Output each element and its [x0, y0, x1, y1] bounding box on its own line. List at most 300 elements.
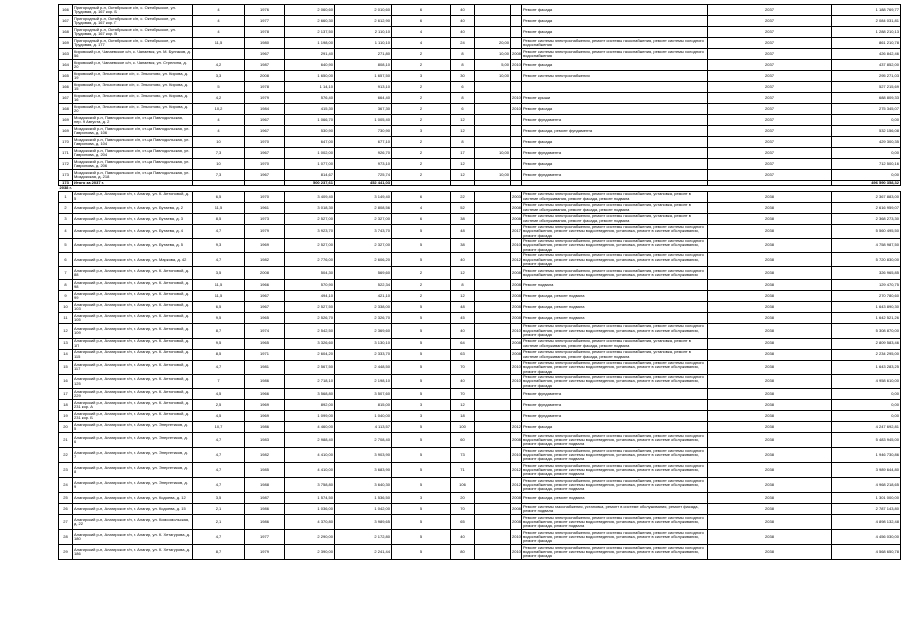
cell-col-4: 1974 — [245, 324, 285, 338]
cell-col-5: 1 14,10 — [285, 82, 335, 93]
cell-col-12: 2038 — [708, 515, 832, 530]
cell-col-4: 1979 — [245, 224, 285, 238]
table-row — [59, 374, 901, 388]
cell-col-6: 2 198,10 — [335, 374, 392, 388]
cell-col-4: 1967 — [245, 291, 285, 302]
cell-col-11: Ремонт фасада, ремонт подвала — [522, 302, 708, 313]
table-row — [59, 530, 901, 545]
cell-col-9: 10,00 — [475, 170, 511, 181]
cell-col-4: 1961 — [245, 202, 285, 213]
cell-col-10: 2008 — [511, 291, 522, 302]
cell-col-8: 40 — [451, 16, 475, 27]
cell-col-13: 2 787 143,80 — [832, 504, 901, 515]
cell-col-7: 2 — [392, 267, 451, 280]
cell-col-7: 5 — [392, 478, 451, 493]
cell-col-5: 530,90 — [285, 126, 335, 137]
cell-col-2: Алагирский р-н, Алагирское г/п, г. Алагир, ул. Энергетиков, д. 5 — [73, 422, 193, 433]
cell-col-4: 1978 — [245, 27, 285, 38]
cell-col-5: 2 527,00 — [285, 239, 335, 253]
cell-col-1: 166 — [59, 5, 73, 16]
cell-col-6: 3 149,40 — [335, 191, 392, 202]
cell-col-1: 11 — [59, 313, 73, 324]
cell-col-5: 3 018,30 — [285, 202, 335, 213]
cell-col-5: 2 527,00 — [285, 213, 335, 224]
cell-col-8: 40 — [451, 253, 475, 267]
cell-col-13: 0,00 — [832, 389, 901, 400]
cell-col-10 — [511, 137, 522, 148]
cell-col-12: 2038 — [708, 313, 832, 324]
cell-col-6: 367,30 — [335, 104, 392, 115]
cell-col-2: Алагирский р-н, Алагирское г/п, г. Алагир, ул. К. Хетагурова, д. 180 — [73, 530, 193, 545]
cell-col-13: 861 210,78 — [832, 38, 901, 49]
cell-col-13: 4 568 650,78 — [832, 545, 901, 560]
cell-col-8: 8 — [451, 49, 475, 60]
cell-col-3: 3,5 — [193, 267, 245, 280]
cell-col-10: 2008 — [511, 280, 522, 291]
cell-col-1: 24 — [59, 478, 73, 493]
cell-col-12: 2037 — [708, 71, 832, 82]
cell-col-6: 271,80 — [335, 49, 392, 60]
cell-col-9 — [475, 463, 511, 478]
cell-col-7: 2 — [392, 148, 451, 159]
cell-col-9: 10,00 — [475, 49, 511, 60]
cell-col-11: Ремонт системы газоснабжения, установка, ремонт в системе обслуживания, ремонт фасада, ремонт подвала — [522, 504, 708, 515]
cell-col-8: 12 — [451, 291, 475, 302]
cell-col-4: 1969 — [245, 239, 285, 253]
cell-col-2: Алагирский р-н, Алагирское г/п, г. Алагир, ул. К. Антоновой, д. 231 кор. Б — [73, 411, 193, 422]
cell-col-6: 1 536,50 — [335, 493, 392, 504]
cell-col-13: 1 946 730,86 — [832, 448, 901, 463]
cell-col-4: 1982 — [245, 253, 285, 267]
cell-col-6: 2 241,44 — [335, 545, 392, 560]
cell-col-2: Алагирский р-н, Алагирское г/п, г. Алагир, ул. Бутаева, д. 2 — [73, 202, 193, 213]
cell-col-12: 2038 — [708, 349, 832, 360]
cell-col-2: Алагирский р-н, Алагирское г/п, г. Алагир, ул. К. Антоновой, д. 125 — [73, 374, 193, 388]
cell-col-12: 2038 — [708, 389, 832, 400]
cell-col-3: 4,7 — [193, 463, 245, 478]
cell-col-12: 2038 — [708, 239, 832, 253]
cell-col-12: 2038 — [708, 433, 832, 448]
table-row — [59, 60, 901, 71]
cell-col-4: 1983 — [245, 433, 285, 448]
cell-col-8: 45 — [451, 313, 475, 324]
cell-col-4: 1976 — [245, 5, 285, 16]
cell-col-4: 1988 — [245, 478, 285, 493]
cell-col-11: Ремонт системы электроснабжения, ремонт системы газоснабжения, ремонт системы холодного водоснабжения, ремонт системы водоотведения, установка, ремонт в системе обслуживания, ремонт фасада — [522, 545, 708, 560]
cell-col-6: 2 010,60 — [335, 5, 392, 16]
cell-col-1: 168 — [59, 27, 73, 38]
cell-col-1: 2 — [59, 202, 73, 213]
cell-col-10: 2008 — [511, 302, 522, 313]
cell-col-6: 522,34 — [335, 280, 392, 291]
cell-col-3: 9,3 — [193, 239, 245, 253]
cell-col-13: 0,00 — [832, 411, 901, 422]
cell-col-9 — [475, 159, 511, 170]
cell-col-8: 12 — [451, 170, 475, 181]
cell-col-6: 2 110,10 — [335, 27, 392, 38]
cell-col-9: 10,00 — [475, 148, 511, 159]
cell-col-4: 1973 — [245, 213, 285, 224]
cell-col-2: Алагирский р-н, Алагирское г/п, г. Алагир, ул. К. Антоновой, д. 109 — [73, 324, 193, 338]
cell-col-7: 3 — [392, 126, 451, 137]
cell-col-6: 569,60 — [335, 267, 392, 280]
cell-col-12: 2037 — [708, 49, 832, 60]
cell-col-2: Алагирский р-н, Алагирское г/п, г. Алагир, ул. Бутаева, д. 5 — [73, 239, 193, 253]
cell-col-5: 4 370,80 — [285, 515, 335, 530]
cell-col-5: 4 410,00 — [285, 463, 335, 478]
cell-col-4: 1986 — [245, 515, 285, 530]
table-row — [59, 159, 901, 170]
cell-col-2: Кировский р-н, Эльхотовское с/п, с. Эльхотово, ул. Кирова, д. 16 — [73, 93, 193, 104]
cell-col-1: 18 — [59, 400, 73, 411]
cell-col-9 — [475, 302, 511, 313]
cell-col-2: Алагирский р-н, Алагирское г/п, г. Алагир, ул. Энергетиков, д. 7 — [73, 448, 193, 463]
cell-col-10 — [511, 5, 522, 16]
cell-col-9 — [475, 411, 511, 422]
cell-col-12: 2037 — [708, 115, 832, 126]
cell-col-10: 2012 — [511, 253, 522, 267]
cell-col-2: Алагирский р-н, Алагирское г/п, г. Алагир, ул. К. Хетагурова, д. 186 — [73, 545, 193, 560]
cell-col-4: 1981 — [245, 360, 285, 374]
cell-col-11: Ремонт крыши — [522, 93, 708, 104]
cell-col-10: 2012 — [511, 422, 522, 433]
cell-col-1: 167 — [59, 93, 73, 104]
cell-col-5: 1 002,00 — [285, 148, 335, 159]
cell-col-4: 1982 — [245, 448, 285, 463]
cell-col-10: 2010 — [511, 448, 522, 463]
cell-col-11: Ремонт фасада, ремонт фундамента — [522, 126, 708, 137]
cell-col-2: Пригородный р-н, Октябрьское с/п, с. Октябрьское, ул. Трудовая, д. 167 кор. Б — [73, 5, 193, 16]
cell-col-9 — [475, 5, 511, 16]
cell-col-11: Ремонт системы электроснабжения, ремонт системы газоснабжения, ремонт системы холодного водоснабжения, ремонт системы водоотведения, установка, ремонт в системе обслуживания, ремонт фасада — [522, 324, 708, 338]
cell-col-13: 1 301 000,00 — [832, 493, 901, 504]
cell-col-7: 4 — [392, 38, 451, 49]
cell-col-8: 12 — [451, 126, 475, 137]
cell-col-13: 4 898 132,48 — [832, 515, 901, 530]
cell-col-1: 25 — [59, 493, 73, 504]
cell-col-13: 532 156,08 — [832, 126, 901, 137]
cell-col-10: 2008 — [511, 433, 522, 448]
cell-col-7: 3 — [392, 411, 451, 422]
section-year-label: 2038 г. — [59, 186, 901, 191]
cell-col-10: 2008 — [511, 49, 522, 60]
cell-col-2: Алагирский р-н, Алагирское г/п, г. Алагир, ул. Энергетиков, д. 8 — [73, 463, 193, 478]
cell-col-9 — [475, 104, 511, 115]
cell-col-5: 3 409,40 — [285, 191, 335, 202]
cell-col-10 — [511, 38, 522, 49]
cell-col-5: 814,67 — [285, 170, 335, 181]
cell-col-10: 2010 — [511, 104, 522, 115]
cell-col-2: Алагирский р-н, Алагирское г/п, г. Алагир, ул. К. Антоновой, д. 115 — [73, 349, 193, 360]
cell-col-8: 70 — [451, 504, 475, 515]
cell-col-4: 1979 — [245, 545, 285, 560]
cell-col-9 — [475, 93, 511, 104]
table-row — [59, 16, 901, 27]
cell-col-5: 4 410,00 — [285, 448, 335, 463]
cell-col-6: 973,10 — [335, 159, 392, 170]
cell-col-7: 3 — [392, 493, 451, 504]
table-row — [59, 463, 901, 478]
cell-col-2: Моздокский р-н, Павлодольское с/п, ст-ца Павлодольская, ул. Гаврилова, д. 106 — [73, 126, 193, 137]
cell-col-13: 1 643 890,30 — [832, 302, 901, 313]
cell-col-4: 1987 — [245, 493, 285, 504]
cell-col-2: Моздокский р-н, Павлодольское с/п, ст-ца Павлодольская, пер. 9 Августа, д. 2 — [73, 115, 193, 126]
cell-col-3: 11,5 — [193, 280, 245, 291]
cell-col-6: 2 327,00 — [335, 213, 392, 224]
cell-col-2: Пригородный р-н, Октябрьское с/п, с. Октябрьское, ул. Трудовая, д. 177 — [73, 38, 193, 49]
cell-col-13: 1 188 769,77 — [832, 5, 901, 16]
cell-col-7: 5 — [392, 374, 451, 388]
table-row — [59, 170, 901, 181]
cell-col-12: 2038 — [708, 338, 832, 349]
table-row — [59, 148, 901, 159]
cell-col-1: 10 — [59, 302, 73, 313]
cell-col-9 — [475, 191, 511, 202]
cell-col-12: 2038 — [708, 280, 832, 291]
cell-col-13: 295 271,03 — [832, 71, 901, 82]
cell-col-10: 2008 — [511, 267, 522, 280]
cell-col-3: 2,1 — [193, 504, 245, 515]
cell-col-11: Ремонт системы электроснабжения, ремонт системы газоснабжения, установка, ремонт в системе обслуживания, ремонт фасада, ремонт подвала — [522, 338, 708, 349]
cell-col-8: 38 — [451, 213, 475, 224]
table-row — [59, 115, 901, 126]
cell-col-3: 4,7 — [193, 433, 245, 448]
cell-col-3: 6,5 — [193, 191, 245, 202]
cell-col-8: 6 — [451, 82, 475, 93]
cell-col-13: 4 456 030,00 — [832, 530, 901, 545]
cell-col-7: 2 — [392, 280, 451, 291]
table-row — [59, 313, 901, 324]
cell-col-6: 3 683,90 — [335, 463, 392, 478]
table-row — [59, 71, 901, 82]
cell-col-2: Пригородный р-н, Октябрьское с/п, с. Октябрьское, ул. Трудовая, д. 167 кор. Г — [73, 16, 193, 27]
cell-col-7: 5 — [392, 338, 451, 349]
table-row — [59, 338, 901, 349]
cell-col-11: Ремонт системы электроснабжения, ремонт системы газоснабжения, ремонт системы холодного водоснабжения, ремонт системы водоотведения, установка, ремонт в системе обслуживания — [522, 267, 708, 280]
cell-col-5: 2 660,30 — [285, 16, 335, 27]
cell-col-1: 169 — [59, 115, 73, 126]
cell-col-1: 15 — [59, 360, 73, 374]
cell-col-1: 1 — [59, 191, 73, 202]
cell-col-4: 1967 — [245, 148, 285, 159]
cell-col-9 — [475, 374, 511, 388]
cell-col-1: 20 — [59, 422, 73, 433]
cell-col-12: 2038 — [708, 302, 832, 313]
table-row — [59, 400, 901, 411]
cell-col-9 — [475, 239, 511, 253]
cell-col-11: Ремонт фасада, ремонт подвала — [522, 493, 708, 504]
cell-col-7: 2 — [392, 291, 451, 302]
cell-col-10: 2010 — [511, 239, 522, 253]
cell-col-10 — [511, 411, 522, 422]
cell-col-8: 38 — [451, 239, 475, 253]
cell-col-6: 3 903,90 — [335, 448, 392, 463]
cell-col-10: 2008 — [511, 493, 522, 504]
cell-col-10: 2010 — [511, 360, 522, 374]
cell-col-5: 570,90 — [285, 280, 335, 291]
cell-col-5: 2 526,70 — [285, 313, 335, 324]
cell-col-3: 8,5 — [193, 349, 245, 360]
cell-col-11: Ремонт системы электроснабжения, ремонт системы газоснабжения, ремонт системы холодного водоснабжения, ремонт системы водоотведения, установка, ремонт в системе обслуживания, ремонт фасада, ремонт подвала — [522, 448, 708, 463]
cell-col-3: 7,3 — [193, 170, 245, 181]
cell-col-9 — [475, 545, 511, 560]
cell-col-7: 3 — [392, 400, 451, 411]
cell-col-6: 452 441,03 — [335, 181, 392, 186]
cell-col-9 — [475, 202, 511, 213]
cell-col-13: 2 367 883,00 — [832, 191, 901, 202]
cell-col-1: 168 — [59, 104, 73, 115]
cell-col-1: 12 — [59, 324, 73, 338]
cell-col-8: 8 — [451, 93, 475, 104]
cell-col-7: 2 — [392, 137, 451, 148]
cell-col-6: 730,90 — [335, 126, 392, 137]
cell-col-12: 2037 — [708, 93, 832, 104]
cell-col-7: 5 — [392, 515, 451, 530]
cell-col-2: Алагирский р-н, Алагирское г/п, г. Алагир, ул. К. Антоновой, д. 231 кор. А — [73, 400, 193, 411]
table-row — [59, 267, 901, 280]
cell-col-1: 173 — [59, 181, 73, 186]
cell-col-11: Ремонт фасада, ремонт подвала — [522, 313, 708, 324]
cell-col-8: 48 — [451, 302, 475, 313]
cell-col-5: 2 604,20 — [285, 349, 335, 360]
cell-col-10: 2010 — [511, 530, 522, 545]
cell-col-4: 1980 — [245, 38, 285, 49]
cell-col-7: 2 — [392, 93, 451, 104]
cell-col-10: 2008 — [511, 515, 522, 530]
cell-col-5: 2 390,00 — [285, 545, 335, 560]
cell-col-8: 12 — [451, 159, 475, 170]
cell-col-10 — [511, 400, 522, 411]
cell-col-7: 5 — [392, 463, 451, 478]
cell-col-1: 29 — [59, 545, 73, 560]
cell-col-2: Алагирский р-н, Алагирское г/п, г. Алагир, ул. Энергетиков, д. 6 — [73, 433, 193, 448]
cell-col-11: Ремонт фундамента — [522, 389, 708, 400]
cell-col-2: Алагирский р-н, Алагирское г/п, г. Алагир, ул. Энергетиков, д. 9 — [73, 478, 193, 493]
table-row — [59, 239, 901, 253]
cell-col-12: 2038 — [708, 478, 832, 493]
cell-col-4: 2008 — [245, 71, 285, 82]
cell-col-13: 688 809,33 — [832, 93, 901, 104]
cell-col-6: 2 708,40 — [335, 433, 392, 448]
cell-col-7: 5 — [392, 224, 451, 238]
cell-col-10: 2010 — [511, 93, 522, 104]
cell-col-8: 8 — [451, 60, 475, 71]
cell-col-6: 808,10 — [335, 60, 392, 71]
cell-col-5: 2 060,60 — [285, 5, 335, 16]
cell-col-5: 504,30 — [285, 267, 335, 280]
cell-col-7: 5 — [392, 360, 451, 374]
cell-col-6: 677,10 — [335, 137, 392, 148]
cell-col-2: Кировский р-н, Эльхотовское с/п, с. Эльхотово, ул. Кирова, д. 19 — [73, 71, 193, 82]
cell-col-8: 20 — [451, 493, 475, 504]
cell-col-3: 2,1 — [193, 515, 245, 530]
cell-col-12: 2038 — [708, 213, 832, 224]
cell-col-3: 4 — [193, 16, 245, 27]
table-row — [59, 349, 901, 360]
cell-col-7: 5 — [392, 448, 451, 463]
cell-col-3: 4,7 — [193, 530, 245, 545]
cell-col-10: 2010 — [511, 374, 522, 388]
cell-col-1: 172 — [59, 159, 73, 170]
table-row — [59, 389, 901, 400]
cell-col-3: 9,5 — [193, 338, 245, 349]
table-row — [59, 360, 901, 374]
cell-col-7: 5 — [392, 422, 451, 433]
cell-col-11: Ремонт фасада — [522, 422, 708, 433]
cell-col-6: 2 338,00 — [335, 302, 392, 313]
cell-col-5: 1 066,70 — [285, 115, 335, 126]
cell-col-12: 2038 — [708, 374, 832, 388]
cell-col-1: 28 — [59, 530, 73, 545]
cell-col-8: 17 — [451, 148, 475, 159]
cell-col-12: 2038 — [708, 324, 832, 338]
cell-col-13: 270 780,60 — [832, 291, 901, 302]
cell-col-1: 13 — [59, 338, 73, 349]
cell-col-3: 8,7 — [193, 324, 245, 338]
cell-col-2: Алагирский р-н, Алагирское г/п, г. Алагир, ул. К. Антоновой, д. 1П — [73, 338, 193, 349]
cell-col-8: 63 — [451, 349, 475, 360]
cell-col-4: 1985 — [245, 463, 285, 478]
cell-col-1: 164 — [59, 60, 73, 71]
cell-col-10 — [511, 27, 522, 38]
cell-col-6: 2 612,90 — [335, 16, 392, 27]
cell-col-6: 4 113,57 — [335, 422, 392, 433]
cell-col-9 — [475, 389, 511, 400]
cell-col-5: 640,90 — [285, 60, 335, 71]
cell-col-4: 1967 — [245, 49, 285, 60]
cell-col-11: Ремонт системы электроснабжения, ремонт системы газоснабжения, установка, ремонт в системе обслуживания, ремонт фасада, ремонт подвала — [522, 202, 708, 213]
cell-col-9 — [475, 515, 511, 530]
cell-col-12: 2038 — [708, 224, 832, 238]
cell-col-13: 5 308 870,00 — [832, 324, 901, 338]
cell-col-10 — [511, 16, 522, 27]
cell-col-6: 3 130,10 — [335, 338, 392, 349]
cell-col-10: 2008 — [511, 338, 522, 349]
cell-col-3: 7 — [193, 374, 245, 388]
cell-col-11: Ремонт системы электроснабжения — [522, 71, 708, 82]
cell-col-8: 40 — [451, 27, 475, 38]
cell-col-5: 2 137,50 — [285, 27, 335, 38]
cell-col-8: 40 — [451, 5, 475, 16]
cell-col-2: Алагирский р-н, Алагирское г/п, г. Алагир, ул. К. Антоновой, д. 229 — [73, 389, 193, 400]
cell-col-9 — [475, 504, 511, 515]
cell-col-6: 2 333,70 — [335, 349, 392, 360]
cell-col-3: 5 — [193, 82, 245, 93]
cell-col-6: 2 606,20 — [335, 253, 392, 267]
cell-col-9 — [475, 324, 511, 338]
cell-col-1: 4 — [59, 224, 73, 238]
cell-col-13: 4 758 987,50 — [832, 239, 901, 253]
cell-col-9 — [475, 16, 511, 27]
cell-col-4: 1965 — [245, 313, 285, 324]
cell-col-9 — [475, 313, 511, 324]
cell-col-12: 2037 — [708, 126, 832, 137]
cell-col-5: 1 574,50 — [285, 493, 335, 504]
cell-col-7: 2 — [392, 60, 451, 71]
cell-col-13: 0,00 — [832, 170, 901, 181]
cell-col-7: 4 — [392, 202, 451, 213]
cell-col-12: 2038 — [708, 253, 832, 267]
cell-col-3: 3,5 — [193, 493, 245, 504]
cell-col-3: 3,3 — [193, 71, 245, 82]
cell-col-8: 30 — [451, 71, 475, 82]
cell-col-1: 16 — [59, 374, 73, 388]
cell-col-5: 1 077,00 — [285, 159, 335, 170]
cell-col-6: 1 040,00 — [335, 411, 392, 422]
cell-col-8: 18 — [451, 411, 475, 422]
cell-col-2: Алагирский р-н, Алагирское г/п, г. Алагир, ул. Бутаева, д. 4 — [73, 224, 193, 238]
cell-col-11: Ремонт фундамента — [522, 115, 708, 126]
